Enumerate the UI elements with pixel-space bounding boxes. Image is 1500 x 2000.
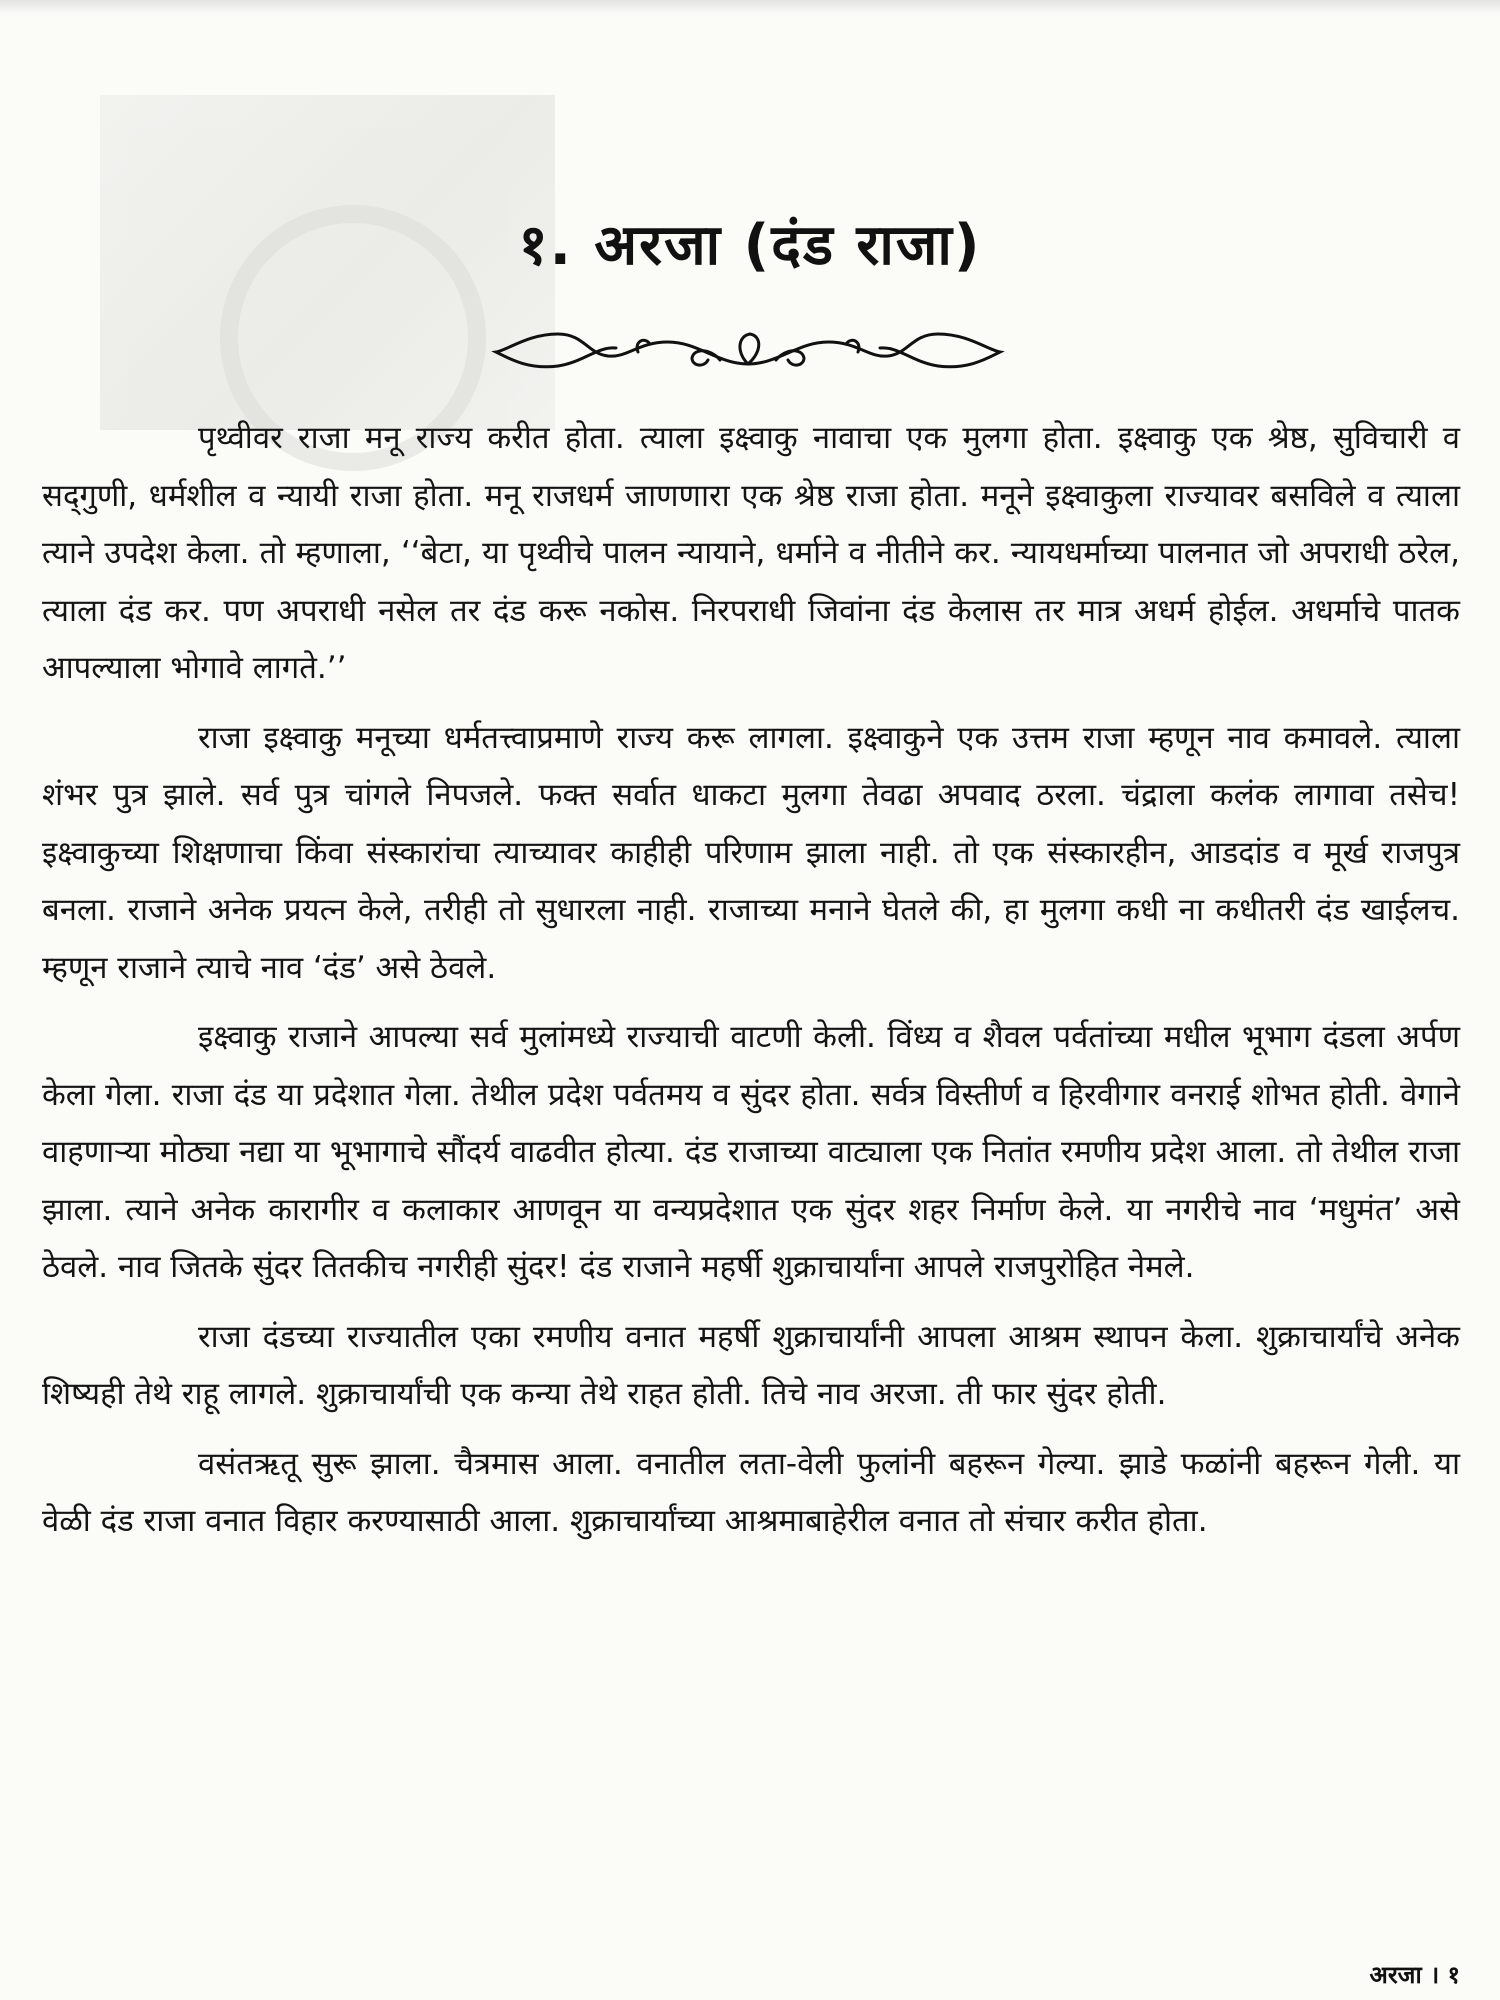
paragraph-4: राजा दंडच्या राज्यातील एका रमणीय वनात महर्षी शुक्राचार्यांनी आपला आश्रम स्थापन केला. शुक्राचार्यांचे अनेक शिष्यही तेथे राहू लागले. शुक्राचार्यांची एक कन्या तेथे राहत होती. तिचे नाव अरजा. ती फार सुंदर होती.	[42, 1318, 1460, 1412]
paragraph-5: वसंतऋतू सुरू झाला. चैत्रमास आला. वनातील लता-वेली फुलांनी बहरून गेल्या. झाडे फळांनी बहरून गेली. या वेळी दंड राजा वनात विहार करण्यासाठी आला. शुक्राचार्यांच्या आश्रमाबाहेरील वनात तो संचार करीत होता.	[42, 1445, 1460, 1539]
paragraph-3: इक्ष्वाकु राजाने आपल्या सर्व मुलांमध्ये राज्याची वाटणी केली. विंध्य व शैवल पर्वतांच्या मधील भूभाग दंडला अर्पण केला गेला. राजा दंड या प्रदेशात गेला. तेथील प्रदेश पर्वतमय व सुंदर होता. सर्वत्र विस्तीर्ण व हिरवीगार वनराई शोभत होती. वेगाने वाहणाऱ्या मोठ्या नद्या या भूभागाचे सौंदर्य वाढवीत होत्या. दंड राजाच्या वाट्याला एक नितांत रमणीय प्रदेश आला. तो तेथील राजा झाला. त्याने अनेक कारागीर व कलाकार आणवून या वन्यप्रदेशात एक सुंदर शहर निर्माण केले. या नगरीचे नाव ‘मधुमंत’ असे ठेवले. नाव जितके सुंदर तितकीच नगरीही सुंदर! दंड राजाने महर्षी शुक्राचार्यांना आपले राजपुरोहित नेमले.	[42, 1019, 1460, 1285]
chapter-body	[42, 410, 1460, 1563]
title-ornament-flourish	[488, 312, 1008, 382]
running-footer: अरजा । १	[1369, 1961, 1460, 1989]
page-top-shadow	[0, 0, 1500, 14]
chapter-title: १. अरजा (दंड राजा)	[518, 213, 982, 278]
paragraph-2: राजा इक्ष्वाकु मनूच्या धर्मतत्त्वाप्रमाणे राज्य करू लागला. इक्ष्वाकुने एक उत्तम राजा म्हणून नाव कमावले. त्याला शंभर पुत्र झाले. सर्व पुत्र चांगले निपजले. फक्त सर्वात धाकटा मुलगा तेवढा अपवाद ठरला. चंद्राला कलंक लागावा तसेच! इक्ष्वाकुच्या शिक्षणाचा किंवा संस्कारांचा त्याच्यावर काहीही परिणाम झाला नाही. तो एक संस्कारहीन, आडदांड व मूर्ख राजपुत्र बनला. राजाने अनेक प्रयत्न केले, तरीही तो सुधारला नाही. राजाच्या मनाने घेतले की, हा मुलगा कधी ना कधीतरी दंड खाईलच. म्हणून राजाने त्याचे नाव ‘दंड’ असे ठेवले.	[42, 719, 1460, 986]
paragraph-1: पृथ्वीवर राजा मनू राज्य करीत होता. त्याला इक्ष्वाकु नावाचा एक मुलगा होता. इक्ष्वाकु एक श्रेष्ठ, सुविचारी व सद्‌गुणी, धर्मशील व न्यायी राजा होता. मनू राजधर्म जाणणारा एक श्रेष्ठ राजा होता. मनूने इक्ष्वाकुला राज्यावर बसविले व त्याला त्याने उपदेश केला. तो म्हणाला, ‘‘बेटा, या पृथ्वीचे पालन न्यायाने, धर्माने व नीतीने कर. न्यायधर्माच्या पालनात जो अपराधी ठरेल, त्याला दंड कर. पण अपराधी नसेल तर दंड करू नकोस. निरपराधी जिवांना दंड केलास तर मात्र अधर्म होईल. अधर्माचे पातक आपल्याला भोगावे लागते.’’	[42, 420, 1460, 686]
